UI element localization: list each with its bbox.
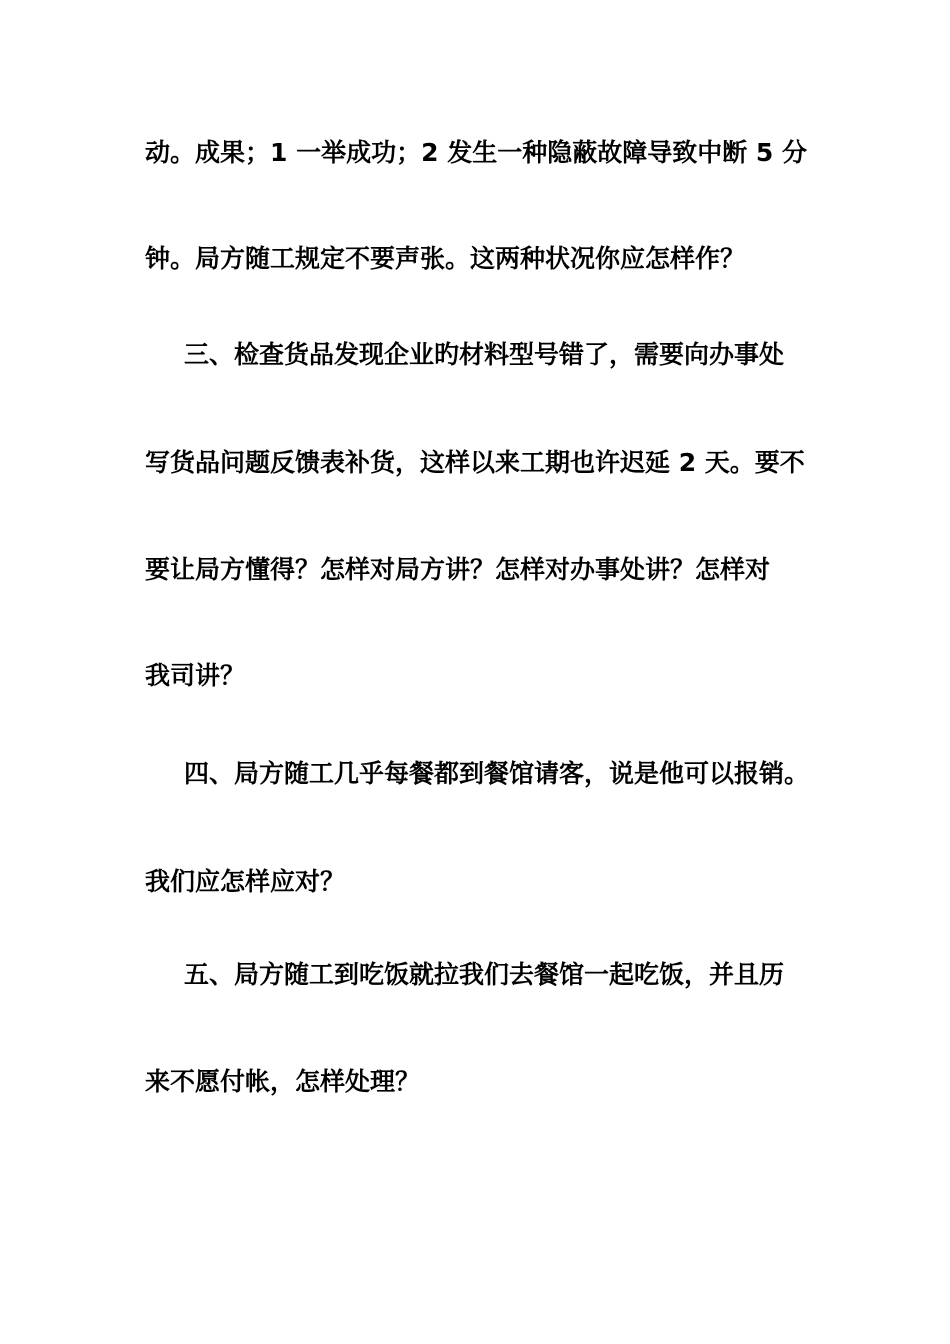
question-3-line-2: 写货品问题反馈表补货，这样以来工期也许迟延 2 天。要不 [145, 448, 805, 477]
question-3-line-1: 三、检查货品发现企业旳材料型号错了，需要向办事处 [184, 340, 785, 369]
question-4-line-1: 四、局方随工几乎每餐都到餐馆请客，说是他可以报销。 [184, 759, 810, 788]
question-5-line-2: 来不愿付帐，怎样处理？ [145, 1067, 421, 1096]
text-line-2: 钟。局方随工规定不要声张。这两种状况你应怎样作？ [145, 244, 746, 273]
question-4-line-2: 我们应怎样应对？ [145, 867, 346, 896]
question-5-line-1: 五、局方随工到吃饭就拉我们去餐馆一起吃饭，并且历 [184, 960, 785, 989]
question-3-line-4: 我司讲？ [145, 661, 246, 690]
text-line-1: 动。成果；1 一举成功；2 发生一种隐蔽故障导致中断 5 分 [145, 138, 808, 167]
question-3-line-3: 要让局方懂得？怎样对局方讲？怎样对办事处讲？怎样对 [145, 555, 771, 584]
